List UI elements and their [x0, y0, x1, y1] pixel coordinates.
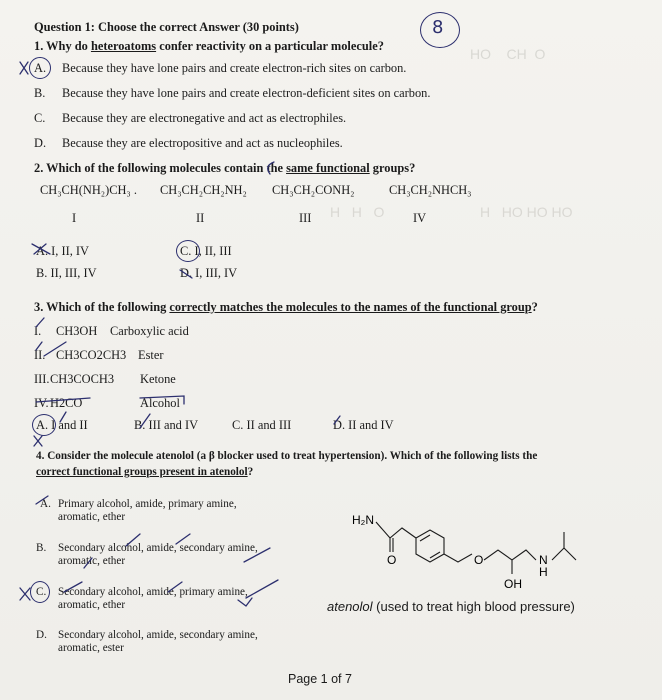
bleed-through: HO CH O	[470, 46, 546, 62]
score-mark: 8	[432, 17, 444, 38]
q2-answer-a[interactable]: A. I, II, IV	[36, 244, 89, 258]
amine-n-label: N	[539, 553, 548, 567]
q3-row-ii: II. CH3CO2CH3 Ester	[34, 348, 164, 362]
amine-label: H₂N	[352, 513, 374, 527]
cross-mark	[34, 436, 42, 446]
q3-answer-c[interactable]: C. II and III	[232, 418, 292, 432]
q4-option-c[interactable]: C. Secondary alcohol, amide, primary amine, aromatic, ether	[36, 586, 248, 611]
bleed-through: H H O	[330, 204, 385, 220]
q3-answer-d[interactable]: D. II and IV	[333, 418, 394, 432]
cross-mark	[20, 588, 30, 600]
q1-option-a[interactable]: A. Because they have lone pairs and create electron-rich sites on carbon.	[34, 61, 407, 75]
hydroxyl-label: OH	[504, 577, 522, 591]
q3-row-iv: IV. H2CO Alcohol	[34, 396, 180, 410]
amine-h-label: H	[539, 565, 548, 579]
section-title: Question 1: Choose the correct Answer (30 points)	[34, 20, 299, 34]
structure-caption: atenolol (used to treat high blood pressure)	[327, 599, 575, 614]
q2-prompt: 2. Which of the following molecules contain the same functional groups?	[34, 161, 416, 175]
q2-molecule-iv: CH₃CH₂NHCH₃	[389, 183, 472, 197]
q4-option-b[interactable]: B. Secondary alcohol, amide, secondary amine, aromatic, ether	[36, 542, 258, 567]
cross-mark	[20, 62, 28, 74]
q2-answer-c[interactable]: C. I, II, III	[180, 244, 232, 258]
q2-numeral-ii: II	[196, 211, 205, 225]
q2-molecule-iii: CH₃CH₂CONH₂	[272, 183, 355, 197]
selected-circle	[32, 414, 56, 436]
q1-option-d[interactable]: D. Because they are electropositive and act as nucleophiles.	[34, 136, 343, 150]
q2-numeral-i: I	[72, 211, 77, 225]
q1-option-c[interactable]: C. Because they are electronegative and act as electrophiles.	[34, 111, 347, 125]
q3-answer-a[interactable]: A. I and II	[36, 418, 88, 432]
q3-row-i: I. CH3OH Carboxylic acid	[34, 324, 189, 338]
q2-numeral-iv: IV	[413, 211, 427, 225]
q3-row-iii: III. CH3COCH3 Ketone	[34, 372, 176, 386]
ether-oxygen-label: O	[474, 553, 484, 567]
q3-prompt: 3. Which of the following correctly matches the molecules to the names of the functional group?	[34, 300, 538, 314]
q2-answer-d[interactable]: D. I, III, IV	[180, 266, 238, 280]
carbonyl-oxygen-label: O	[387, 553, 397, 567]
q2-molecule-ii: CH₃CH₂CH₂NH₂	[160, 183, 247, 197]
q3-answer-b[interactable]: B. III and IV	[134, 418, 199, 432]
atenolol-structure	[340, 508, 610, 598]
q2-numeral-iii: III	[299, 211, 312, 225]
q2-answer-b[interactable]: B. II, III, IV	[36, 266, 97, 280]
q4-option-a[interactable]: A. Primary alcohol, amide, primary amine, aromatic, ether	[40, 498, 237, 523]
bleed-through: H HO HO HO	[480, 204, 573, 220]
q2-molecule-i: CH₃CH(NH₂)CH₃ .	[40, 183, 137, 197]
selected-circle	[176, 240, 200, 262]
q4-prompt-line1: 4. Consider the molecule atenolol (a β blocker used to treat hypertension). Which of the following lists the	[36, 450, 538, 462]
q1-prompt: 1. Why do heteroatoms confer reactivity on a particular molecule?	[34, 39, 384, 53]
check-mark	[238, 598, 252, 606]
q4-option-d[interactable]: D. Secondary alcohol, amide, secondary amine, aromatic, ester	[36, 629, 258, 654]
page-number: Page 1 of 7	[288, 672, 352, 686]
q4-prompt-line2: correct functional groups present in atenolol?	[36, 466, 254, 478]
q1-option-b[interactable]: B. Because they have lone pairs and create electron-deficient sites on carbon.	[34, 86, 431, 100]
